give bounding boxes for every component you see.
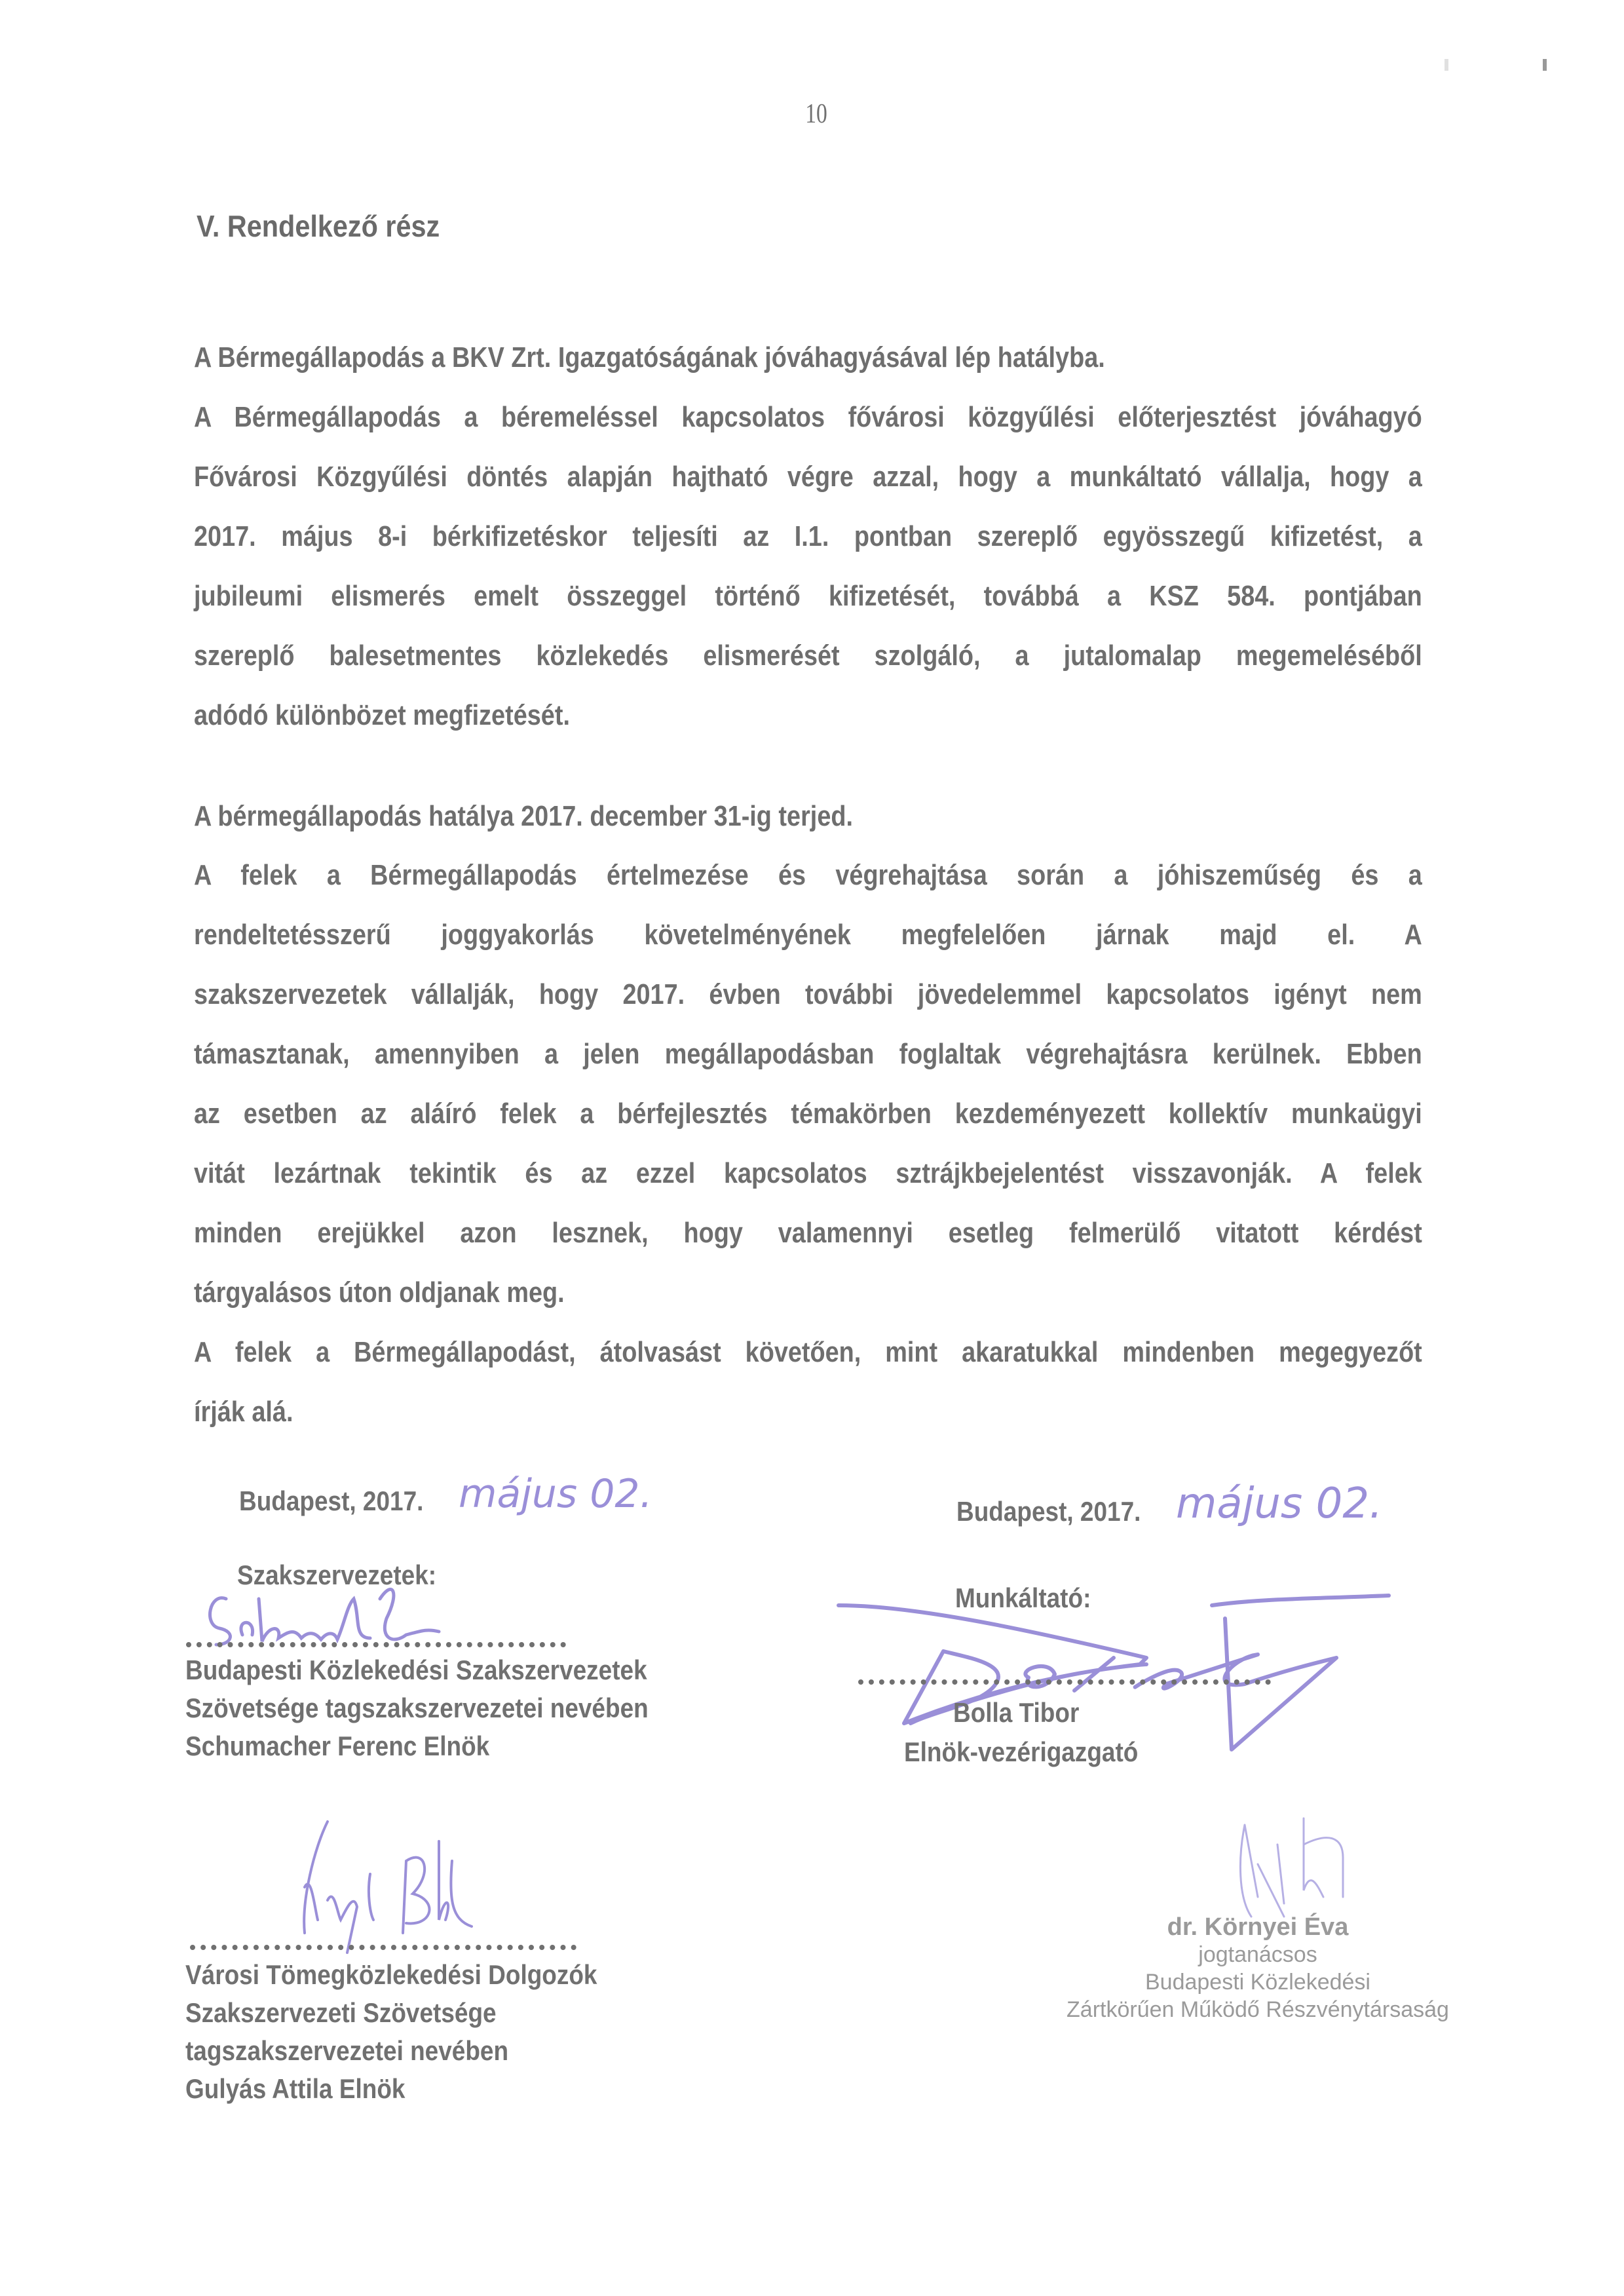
text-line: szereplő balesetmentes közlekedés elismerését szolgáló, a jutalomalap megemeléséből: [194, 640, 1422, 672]
scan-mark: [1543, 59, 1547, 71]
text-line: támasztanak, amennyiben a jelen megállapodásban foglaltak végrehajtásra kerülnek. Ebben: [194, 1038, 1422, 1070]
paragraph-signing: [194, 1322, 1422, 1442]
text-line: vitát lezártnak tekintik és az ezzel kapcsolatos sztrájkbejelentést visszavonják. A felek: [194, 1157, 1422, 1189]
section-title: V. Rendelkező rész: [197, 209, 440, 243]
left-handwritten-date: május 02.: [459, 1471, 652, 1517]
right-handwritten-date: május 02.: [1176, 1480, 1383, 1528]
text-line: A felek a Bérmegállapodást, átolvasást követően, mint akaratukkal mindenben megegyezőt: [194, 1336, 1422, 1368]
kornyei-signature: [1238, 1818, 1369, 1923]
signer-org-line: Budapesti Közlekedési Szakszervezetek: [185, 1655, 647, 1685]
page-number: 10: [805, 99, 827, 129]
signature-line: [858, 1674, 1271, 1685]
paragraph-validity: [194, 786, 1253, 846]
paragraph-good-faith: [194, 845, 1422, 1322]
scan-mark: [1445, 59, 1448, 71]
paragraph-conditions: [194, 387, 1422, 745]
text-line: tárgyalásos úton oldjanak meg.: [194, 1276, 565, 1309]
signer-org-line: Városi Tömegközlekedési Dolgozók: [185, 1959, 597, 1990]
signer-org-line: Szövetsége tagszakszervezetei nevében: [185, 1693, 649, 1723]
text-line: A felek a Bérmegállapodás értelmezése és végrehajtása során a jóhiszeműség és a: [194, 859, 1422, 891]
text-line: 2017. május 8-i bérkifizetéskor teljesíti az I.1. pontban szereplő egyösszegű kifizetést, a: [194, 520, 1422, 552]
right-place-date: Budapest, 2017.: [956, 1496, 1141, 1527]
signer-name: Gulyás Attila Elnök: [185, 2073, 406, 2104]
left-party-label: Szakszervezetek:: [237, 1559, 437, 1590]
text-line: adódó különbözet megfizetését.: [194, 699, 570, 731]
signer-org-line: Szakszervezeti Szövetsége: [185, 1997, 497, 2028]
gulyas-signature: [255, 1822, 531, 1953]
legal-stamp: [1061, 1913, 1454, 2023]
signer-name: Schumacher Ferenc Elnök: [185, 1731, 490, 1761]
text-line: minden erejükkel azon lesznek, hogy valamennyi esetleg felmerülő vitatott kérdést: [194, 1217, 1422, 1249]
right-signer-name: Bolla Tibor: [953, 1697, 1080, 1728]
left-signer1: [185, 1651, 649, 1765]
left-signer2: [185, 1956, 597, 2108]
signature-line: [186, 1637, 566, 1647]
text-line: szakszervezetek vállalják, hogy 2017. évben további jövedelemmel kapcsolatos igényt nem: [194, 978, 1422, 1010]
signer-org-line: tagszakszervezetei nevében: [185, 2035, 509, 2066]
text-line: jubileumi elismerés emelt összeggel történő kifizetését, továbbá a KSZ 584. pontjában: [194, 580, 1422, 612]
text-line: rendeltetésszerű joggyakorlás követelményének megfelelően járnak majd el. A: [194, 919, 1422, 951]
left-place-date: Budapest, 2017.: [239, 1485, 424, 1516]
stamp-name: dr. Környei Éva: [1167, 1913, 1349, 1941]
text-line: az esetben az aláíró felek a bérfejlesztés témakörben kezdeményezett kollektív munkaügyi: [194, 1098, 1422, 1130]
right-party-label: Munkáltató:: [955, 1582, 1091, 1613]
text-line: A Bérmegállapodás a BKV Zrt. Igazgatóságának jóváhagyásával lép hatályba.: [194, 341, 1105, 373]
signature-line: [190, 1940, 576, 1950]
text-line: Fővárosi Közgyűlési döntés alapján hajtható végre azzal, hogy a munkáltató vállalja, hogy a: [194, 461, 1422, 493]
text-line: A bérmegállapodás hatálya 2017. december 31-ig terjed.: [194, 800, 853, 832]
stamp-org-line: Budapesti Közlekedési: [1144, 1970, 1370, 1995]
stamp-org-line: Zártkörűen Működő Részvénytársaság: [1067, 1997, 1449, 2022]
text-line: írják alá.: [194, 1396, 293, 1428]
paragraph-effective: [194, 328, 1253, 387]
stamp-title: jogtanácsos: [1198, 1942, 1317, 1967]
bolla-signature: [839, 1592, 1415, 1750]
right-signer-title: Elnök-vezérigazgató: [904, 1736, 1139, 1767]
text-line: A Bérmegállapodás a béremeléssel kapcsolatos fővárosi közgyűlési előterjesztést jóváhagyó: [194, 401, 1422, 433]
